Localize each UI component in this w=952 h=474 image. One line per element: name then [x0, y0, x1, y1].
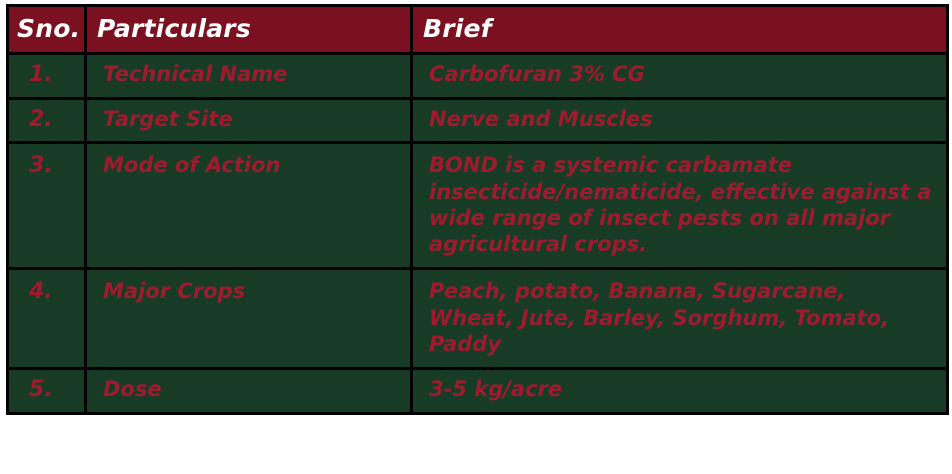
table-row [8, 98, 948, 143]
cell-sno: 1. [8, 54, 86, 99]
product-specification-table [6, 4, 949, 415]
specification-table-container [0, 4, 952, 474]
column-header-brief: Brief [412, 6, 948, 54]
cell-particulars: Technical Name [86, 54, 412, 99]
cell-brief: 3-5 kg/acre [412, 369, 948, 414]
cell-brief: Nerve and Muscles [412, 98, 948, 143]
table-row [8, 143, 948, 269]
cell-sno: 2. [8, 98, 86, 143]
cell-particulars: Dose [86, 369, 412, 414]
cell-brief: BOND is a systemic carbamate insecticide/nematicide, effective against a wide range of insect pests on all major agricultural crops. [412, 143, 948, 269]
column-header-particulars: Particulars [86, 6, 412, 54]
cell-particulars: Mode of Action [86, 143, 412, 269]
cell-particulars: Target Site [86, 98, 412, 143]
cell-brief: Peach, potato, Banana, Sugarcane, Wheat, Jute, Barley, Sorghum, Tomato, Paddy [412, 269, 948, 369]
cell-sno: 3. [8, 143, 86, 269]
column-header-sno: Sno. [8, 6, 86, 54]
table-row [8, 54, 948, 99]
cell-particulars: Major Crops [86, 269, 412, 369]
table-body [8, 54, 948, 413]
table-row [8, 269, 948, 369]
table-header-row [8, 6, 948, 54]
table-header [8, 6, 948, 54]
table-row [8, 369, 948, 414]
cell-sno: 5. [8, 369, 86, 414]
cell-brief: Carbofuran 3% CG [412, 54, 948, 99]
cell-sno: 4. [8, 269, 86, 369]
